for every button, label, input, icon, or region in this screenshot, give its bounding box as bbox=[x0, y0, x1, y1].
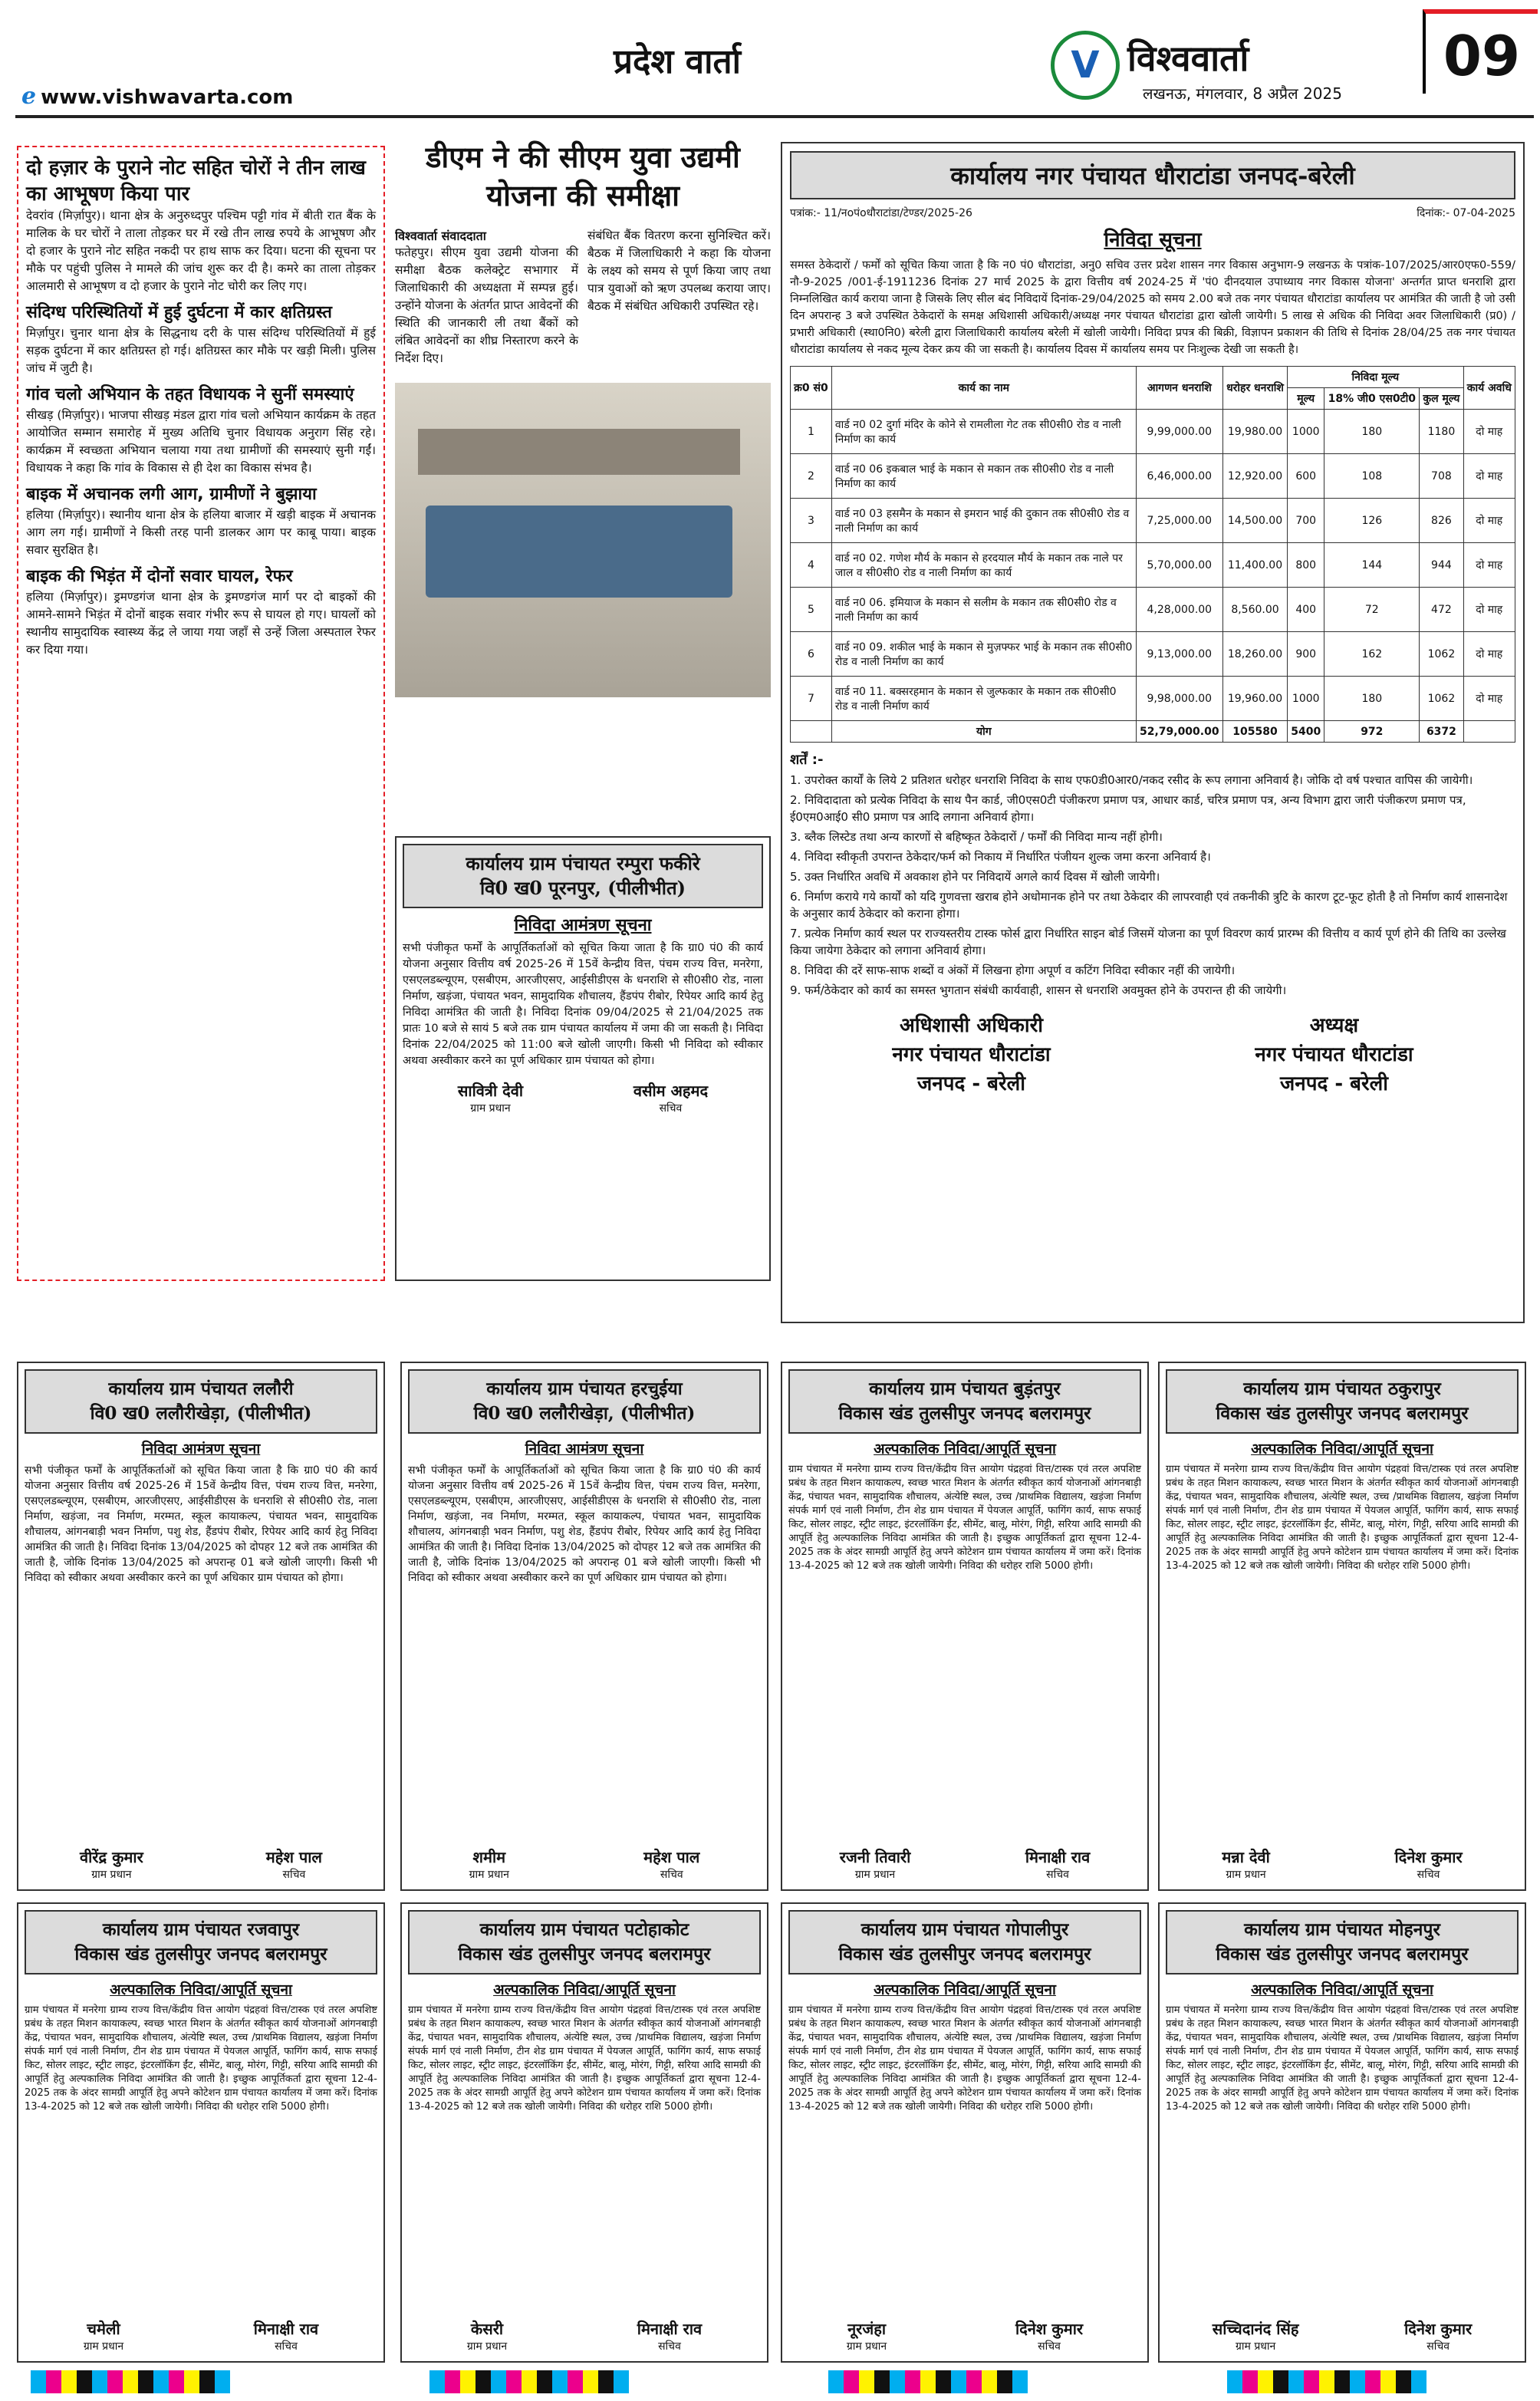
table-cell: 12,920.00 bbox=[1222, 454, 1287, 499]
notice-label: अल्पकालिक निविदा/आपूर्ति सूचना bbox=[874, 1441, 1056, 1457]
col-header: कार्य का नाम bbox=[831, 367, 1136, 410]
table-cell: 8,560.00 bbox=[1222, 588, 1287, 632]
table-cell: वार्ड न0 02. गणेश मौर्य के मकान से हरदयाल मौर्य के मकान तक नाले पर जाल व सी0सी0 रोड व नाली निर्माण का कार्य bbox=[831, 543, 1136, 588]
table-cell: 5400 bbox=[1288, 721, 1324, 743]
col-header: क्र0 सं0 bbox=[791, 367, 832, 410]
table-cell: 972 bbox=[1324, 721, 1420, 743]
notice-title: कार्यालय ग्राम पंचायत हरचुईया bbox=[486, 1378, 683, 1399]
table-cell: 126 bbox=[1324, 499, 1420, 543]
notice-label: निविदा आमंत्रण सूचना bbox=[141, 1441, 261, 1457]
table-cell: 19,980.00 bbox=[1222, 410, 1287, 454]
notice-text: ग्राम पंचायत में मनरेगा ग्राम्य राज्य वित्त/केंद्रीय वित्त आयोग पंद्रहवां वित्त/टास्क एवं तरल अपशिष्ट प्रबंध के तहत मिशन कायाकल्प, स्वच्छ भारत मिशन के अंतर्गत स्वीकृत कार्य योजनाओं आंगनबाड़ी केंद्र, पंचायत भवन, सामुदायिक शौचालय, अंत्येष्टि स्थल, उच्च /प्राथमिक विद्यालय, खड़ंजा निर्माण संपर्क मार्ग एवं नाली निर्माण, टीन शेड ग्राम पंचायत में पेयजल आपूर्ति, फागिंग कार्य, साफ सफाई किट, सोलर लाइट, स्ट्रीट लाइट, इंटरलॉकिंग ईंट, सीमेंट, बालू, मोरंग, गिट्टी, सरिया आदि सामग्री की आपूर्ति हेतु अल्पकालिक निविदा आमंत्रित की जाती है। इच्छुक आपूर्तिकर्ता द्वारा सूचना 12-4-2025 तक के अंदर सामग्री आपूर्ति हेतु अपने कोटेशन ग्राम पंचायत कार्यालय में जमा करें। दिनांक 13-4-2025 को 12 बजे तक खोली जायेगी। निविदा की धरोहर राशि 5000 होगी। bbox=[788, 2004, 1141, 2113]
term-item: 8. निविदा की दरें साफ-साफ शब्दों व अंकों में लिखना होगा अपूर्ण व कटिंग निविदा स्वीकार नहीं की जायेगी। bbox=[790, 963, 1236, 977]
table-cell: 1062 bbox=[1420, 677, 1463, 721]
table-cell: 5 bbox=[791, 588, 832, 632]
term-item: 2. निविदादाता को प्रत्येक निविदा के साथ पैन कार्ड, जी0एस0टी पंजीकरण प्रमाण पत्र, आधार कार्ड, चरित्र प्रमाण पत्र, अन्य विभाग द्वारा जारी पंजीकरण प्रमाण पत्र, ई0एम0आई0 सी0 प्रमाण पत्र आदि लगाना अनिवार्य होगा। bbox=[790, 793, 1466, 824]
table-cell: 11,400.00 bbox=[1222, 543, 1287, 588]
article-text: संबंधित बैंक वितरण करना सुनिश्चित करें। बैठक में जिलाधिकारी ने कहा कि योजना के लक्ष्य को समय से पूर्ण किया जाए तथा पात्र युवाओं को ऋण उपलब्ध कराया जाए। बैठक में संबंधित अधिकारी उपस्थित रहे। bbox=[587, 229, 771, 313]
notice-subtitle: विकास खंड तुलसीपुर जनपद बलरामपुर bbox=[458, 1944, 711, 1965]
table-cell: 162 bbox=[1324, 632, 1420, 677]
col-header: आगणन धनराशि bbox=[1136, 367, 1222, 410]
col-header: निविदा मूल्य bbox=[1288, 367, 1463, 388]
dateline: लखनऊ, मंगलवार, 8 अप्रैल 2025 bbox=[1143, 84, 1342, 103]
table-cell: 6,46,000.00 bbox=[1136, 454, 1222, 499]
signatory: वसीम अहमद bbox=[633, 1082, 709, 1100]
term-item: 4. निविदा स्वीकृती उपरान्त ठेकेदार/फर्म को निकाय में निर्धारित पंजीयन शुल्क जमा करना अनिवार्य है। bbox=[790, 850, 1211, 864]
notice-subtitle: विकास खंड तुलसीपुर जनपद बलरामपुर bbox=[74, 1944, 327, 1965]
table-cell: 180 bbox=[1324, 677, 1420, 721]
table-cell: वार्ड न0 06. इमियाज के मकान से सलीम के मकान तक सी0सी0 रोड व नाली निर्माण का कार्य bbox=[831, 588, 1136, 632]
headline: बाइक की भिड़ंत में दोनों सवार घायल, रेफर bbox=[26, 567, 293, 586]
notice-text: सभी पंजीकृत फर्मों के आपूर्तिकर्ताओं को सूचित किया जाता है कि ग्रा0 पं0 की कार्य योजना अनुसार वित्तीय वर्ष 2025-26 में 15वें केन्द्रीय वित्त, पंचम राज्य वित्त, मनरेगा, एसएलडब्ल्यूएम, एसबीएम, आरजीएसए, आईसीडीएस के धनराशि से सी0सी0 रोड, नाला निर्माण, खड़ंजा, नव निर्माण, मरम्मत, स्कूल कायाकल्प, पंचायत भवन, सामुदायिक शौचालय, आंगनबाड़ी भवन निर्माण, पशु शेड, हैंडपंप रीबोर, रिपेयर आदि कार्य हेतु निविदा आमंत्रित की जाती है। निविदा दिनांक 13/04/2025 को दोपहर 12 बजे तक आमंत्रित की जाती है, जोकि दिनांक 13/04/2025 को अपरान्ह 01 बजे खोली जाएगी। किसी भी निविदा को स्वीकार अथवा अस्वीकार करने का पूर्ण अधिकार ग्राम पंचायत को होगा। bbox=[408, 1464, 761, 1584]
tender-notice: कार्यालय ग्राम पंचायत गोपालीपुर विकास खंड तुलसीपुर जनपद बलरामपुर अल्पकालिक निविदा/आपूर्ति सूचना ग्राम पंचायत में मनरेगा ग्राम्य राज्य वित्त/केंद्रीय वित्त आयोग पंद्रहवां वित्त/टास्क एवं तरल अपशिष्ट प्रबंध के तहत मिशन कायाकल्प, स्वच्छ भारत मिशन के अंतर्गत स्वीकृत कार्य योजनाओं आंगनबाड़ी केंद्र, पंचायत भवन, सामुदायिक शौचालय, अंत्येष्टि स्थल, उच्च /प्राथमिक विद्यालय, खड़ंजा निर्माण संपर्क मार्ग एवं नाली निर्माण, टीन शेड ग्राम पंचायत में पेयजल आपूर्ति, फागिंग कार्य, साफ सफाई किट, सोलर लाइट, स्ट्रीट लाइट, इंटरलॉकिंग ईंट, सीमेंट, बालू, मोरंग, गिट्टी, सरिया आदि सामग्री की आपूर्ति हेतु अल्पकालिक निविदा आमंत्रित की जाती है। इच्छुक आपूर्तिकर्ता द्वारा सूचना 12-4-2025 तक के अंदर सामग्री आपूर्ति हेतु अपने कोटेशन ग्राम पंचायत कार्यालय में जमा करें। दिनांक 13-4-2025 को 12 बजे तक खोली जायेगी। निविदा की धरोहर राशि 5000 होगी। नूरजंहा ग्राम प्रधान दिनेश कुमार सचिव bbox=[781, 1902, 1149, 2363]
tender-notice: कार्यालय ग्राम पंचायत हरचुईया वि0 ख0 ललौरीखेड़ा, (पीलीभीत) निविदा आमंत्रण सूचना सभी पंजीकृत फर्मों के आपूर्तिकर्ताओं को सूचित किया जाता है कि ग्रा0 पं0 की कार्य योजना अनुसार वित्तीय वर्ष 2025-26 में 15वें केन्द्रीय वित्त, पंचम राज्य वित्त, मनरेगा, एसएलडब्ल्यूएम, एसबीएम, आरजीएसए, आईसीडीएस के धनराशि से सी0सी0 रोड, नाला निर्माण, खड़ंजा, नव निर्माण, मरम्मत, स्कूल कायाकल्प, पंचायत भवन, सामुदायिक शौचालय, आंगनबाड़ी भवन निर्माण, पशु शेड, हैंडपंप रीबोर, रिपेयर आदि कार्य हेतु निविदा आमंत्रित की जाती है। निविदा दिनांक 13/04/2025 को दोपहर 12 बजे तक आमंत्रित की जाती है, जोकि दिनांक 13/04/2025 को अपरान्ह 01 बजे खोली जाएगी। किसी भी निविदा को स्वीकार अथवा अस्वीकार करने का पूर्ण अधिकार ग्राम पंचायत को होगा। शमीम ग्राम प्रधान महेश पाल सचिव bbox=[400, 1362, 768, 1891]
table-cell: 1062 bbox=[1420, 632, 1463, 677]
signatory: महेश पाल bbox=[265, 1848, 322, 1866]
notice-subtitle: वि0 ख0 ललौरीखेड़ा, (पीलीभीत) bbox=[473, 1403, 696, 1424]
signatory: मिनाक्षी राव bbox=[253, 2320, 319, 2338]
notice-label: अल्पकालिक निविदा/आपूर्ति सूचना bbox=[1251, 1441, 1433, 1457]
table-cell: 1000 bbox=[1288, 677, 1324, 721]
signatory: मिनाक्षी राव bbox=[637, 2320, 703, 2338]
notice-subtitle: विकास खंड तुलसीपुर जनपद बलरामपुर bbox=[838, 1944, 1091, 1965]
signatory: शमीम bbox=[472, 1848, 506, 1866]
table-cell: 3 bbox=[791, 499, 832, 543]
table-cell: दो माह bbox=[1463, 499, 1515, 543]
signatory: मन्ना देवी bbox=[1222, 1848, 1270, 1866]
table-cell: 18,260.00 bbox=[1222, 632, 1287, 677]
table-row bbox=[791, 410, 1515, 454]
headline: दो हज़ार के पुराने नोट सहित चोरों ने तीन लाख का आभूषण किया पार bbox=[26, 156, 366, 206]
article-text: हलिया (मिर्ज़ापुर)। ड्रमण्डगंज थाना क्षेत्र के ड्रमण्डगंज मार्ग पर दो बाइकों की आमने-सामने भिड़ंत में दोनों बाइक सवार गंभीर रूप से घायल हो गए। घायलों को स्थानीय सामुदायिक स्वास्थ्य केंद्र ले जाया गया जहाँ से उन्हें जिला अस्पताल रेफर कर दिया गया। bbox=[26, 590, 376, 657]
brand-name: विश्ववार्ता bbox=[1127, 38, 1249, 79]
table-cell: 7,25,000.00 bbox=[1136, 499, 1222, 543]
term-item: 9. फर्म/ठेकेदार को कार्य का समस्त भुगतान संबंधी कार्यवाही, शासन से धनराशि अवमुक्त होने के उपरान्त ही की जायेगी। bbox=[790, 983, 1287, 997]
signatory: वीरेंद्र कुमार bbox=[80, 1848, 143, 1866]
notice-text: ग्राम पंचायत में मनरेगा ग्राम्य राज्य वित्त/केंद्रीय वित्त आयोग पंद्रहवां वित्त/टास्क एवं तरल अपशिष्ट प्रबंध के तहत मिशन कायाकल्प, स्वच्छ भारत मिशन के अंतर्गत स्वीकृत कार्य योजनाओं आंगनबाड़ी केंद्र, पंचायत भवन, सामुदायिक शौचालय, अंत्येष्टि स्थल, उच्च /प्राथमिक विद्यालय, खड़ंजा निर्माण संपर्क मार्ग एवं नाली निर्माण, टीन शेड ग्राम पंचायत में पेयजल आपूर्ति, फागिंग कार्य, साफ सफाई किट, सोलर लाइट, स्ट्रीट लाइट, इंटरलॉकिंग ईंट, सीमेंट, बालू, मोरंग, गिट्टी, सरिया आदि सामग्री की आपूर्ति हेतु अल्पकालिक निविदा आमंत्रित की जाती है। इच्छुक आपूर्तिकर्ता द्वारा सूचना 12-4-2025 तक के अंदर सामग्री आपूर्ति हेतु अपने कोटेशन ग्राम पंचायत कार्यालय में जमा करें। दिनांक 13-4-2025 को 12 बजे तक खोली जायेगी। निविदा की धरोहर राशि 5000 होगी। bbox=[1166, 1464, 1519, 1572]
table-row bbox=[791, 588, 1515, 632]
tender-notice: कार्यालय ग्राम पंचायत रजवापुर विकास खंड तुलसीपुर जनपद बलरामपुर अल्पकालिक निविदा/आपूर्ति सूचना ग्राम पंचायत में मनरेगा ग्राम्य राज्य वित्त/केंद्रीय वित्त आयोग पंद्रहवां वित्त/टास्क एवं तरल अपशिष्ट प्रबंध के तहत मिशन कायाकल्प, स्वच्छ भारत मिशन के अंतर्गत स्वीकृत कार्य योजनाओं आंगनबाड़ी केंद्र, पंचायत भवन, सामुदायिक शौचालय, अंत्येष्टि स्थल, उच्च /प्राथमिक विद्यालय, खड़ंजा निर्माण संपर्क मार्ग एवं नाली निर्माण, टीन शेड ग्राम पंचायत में पेयजल आपूर्ति, फागिंग कार्य, साफ सफाई किट, सोलर लाइट, स्ट्रीट लाइट, इंटरलॉकिंग ईंट, सीमेंट, बालू, मोरंग, गिट्टी, सरिया आदि सामग्री की आपूर्ति हेतु अल्पकालिक निविदा आमंत्रित की जाती है। इच्छुक आपूर्तिकर्ता द्वारा सूचना 12-4-2025 तक के अंदर सामग्री आपूर्ति हेतु अपने कोटेशन ग्राम पंचायत कार्यालय में जमा करें। दिनांक 13-4-2025 को 12 बजे तक खोली जायेगी। निविदा की धरोहर राशि 5000 होगी। चमेली ग्राम प्रधान मिनाक्षी राव सचिव bbox=[17, 1902, 385, 2363]
notice-label: निविदा आमंत्रण सूचना bbox=[525, 1441, 644, 1457]
table-cell: वार्ड न0 11. बक्सरहमान के मकान से जुल्फकार के मकान तक सी0सी0 रोड व नाली निर्माण कार्य bbox=[831, 677, 1136, 721]
table-cell: 105580 bbox=[1222, 721, 1287, 743]
tender-notice: कार्यालय ग्राम पंचायत पटोहाकोट विकास खंड तुलसीपुर जनपद बलरामपुर अल्पकालिक निविदा/आपूर्ति सूचना ग्राम पंचायत में मनरेगा ग्राम्य राज्य वित्त/केंद्रीय वित्त आयोग पंद्रहवां वित्त/टास्क एवं तरल अपशिष्ट प्रबंध के तहत मिशन कायाकल्प, स्वच्छ भारत मिशन के अंतर्गत स्वीकृत कार्य योजनाओं आंगनबाड़ी केंद्र, पंचायत भवन, सामुदायिक शौचालय, अंत्येष्टि स्थल, उच्च /प्राथमिक विद्यालय, खड़ंजा निर्माण संपर्क मार्ग एवं नाली निर्माण, टीन शेड ग्राम पंचायत में पेयजल आपूर्ति, फागिंग कार्य, साफ सफाई किट, सोलर लाइट, स्ट्रीट लाइट, इंटरलॉकिंग ईंट, सीमेंट, बालू, मोरंग, गिट्टी, सरिया आदि सामग्री की आपूर्ति हेतु अल्पकालिक निविदा आमंत्रित की जाती है। इच्छुक आपूर्तिकर्ता द्वारा सूचना 12-4-2025 तक के अंदर सामग्री आपूर्ति हेतु अपने कोटेशन ग्राम पंचायत कार्यालय में जमा करें। दिनांक 13-4-2025 को 12 बजे तक खोली जायेगी। निविदा की धरोहर राशि 5000 होगी। केसरी ग्राम प्रधान मिनाक्षी राव सचिव bbox=[400, 1902, 768, 2363]
table-cell: 5,70,000.00 bbox=[1136, 543, 1222, 588]
article-text: मिर्ज़ापुर। चुनार थाना क्षेत्र के सिद्धनाथ दरी के पास संदिग्ध परिस्थितियों में हुई सड़क दुर्घटना में कार क्षतिग्रस्त हो गई। क्षतिग्रस्त कार मौके पर खड़ी मिली। पुलिस जांच में जुटी है। bbox=[26, 326, 376, 375]
article-text: फतेहपुर। सीएम युवा उद्यमी योजना की समीक्षा बैठक कलेक्ट्रेट सभागार में जिलाधिकारी की अध्यक्षता में सम्पन्न हुई। उन्होंने योजना के अंतर्गत प्राप्त आवेदनों की स्थिति की जानकारी ली तथा बैंकों को लंबित आवेदनों का शीघ्र निस्तारण करने के निर्देश दिए। bbox=[395, 245, 578, 365]
dm-story bbox=[395, 138, 771, 828]
site-url[interactable]: ℯ www.vishwavarta.com bbox=[21, 83, 294, 110]
tender-notice: कार्यालय ग्राम पंचायत ठकुरापुर विकास खंड तुलसीपुर जनपद बलरामपुर अल्पकालिक निविदा/आपूर्ति सूचना ग्राम पंचायत में मनरेगा ग्राम्य राज्य वित्त/केंद्रीय वित्त आयोग पंद्रहवां वित्त/टास्क एवं तरल अपशिष्ट प्रबंध के तहत मिशन कायाकल्प, स्वच्छ भारत मिशन के अंतर्गत स्वीकृत कार्य योजनाओं आंगनबाड़ी केंद्र, पंचायत भवन, सामुदायिक शौचालय, अंत्येष्टि स्थल, उच्च /प्राथमिक विद्यालय, खड़ंजा निर्माण संपर्क मार्ग एवं नाली निर्माण, टीन शेड ग्राम पंचायत में पेयजल आपूर्ति, फागिंग कार्य, साफ सफाई किट, सोलर लाइट, स्ट्रीट लाइट, इंटरलॉकिंग ईंट, सीमेंट, बालू, मोरंग, गिट्टी, सरिया आदि सामग्री की आपूर्ति हेतु अल्पकालिक निविदा आमंत्रित की जाती है। इच्छुक आपूर्तिकर्ता द्वारा सूचना 12-4-2025 तक के अंदर सामग्री आपूर्ति हेतु अपने कोटेशन ग्राम पंचायत कार्यालय में जमा करें। दिनांक 13-4-2025 को 12 बजे तक खोली जायेगी। निविदा की धरोहर राशि 5000 होगी। मन्ना देवी ग्राम प्रधान दिनेश कुमार सचिव bbox=[1158, 1362, 1526, 1891]
table-cell: 7 bbox=[791, 677, 832, 721]
col-header: धरोहर धनराशि bbox=[1222, 367, 1287, 410]
section-title: प्रदेश वार्ता bbox=[614, 42, 741, 81]
notice-subtitle: विकास खंड तुलसीपुर जनपद बलरामपुर bbox=[1216, 1403, 1469, 1424]
table-row bbox=[791, 677, 1515, 721]
tender-notice: कार्यालय ग्राम पंचायत ललौरी वि0 ख0 ललौरीखेड़ा, (पीलीभीत) निविदा आमंत्रण सूचना सभी पंजीकृत फर्मों के आपूर्तिकर्ताओं को सूचित किया जाता है कि ग्रा0 पं0 की कार्य योजना अनुसार वित्तीय वर्ष 2025-26 में 15वें केन्द्रीय वित्त, पंचम राज्य वित्त, मनरेगा, एसएलडब्ल्यूएम, एसबीएम, आरजीएसए, आईसीडीएस के धनराशि से सी0सी0 रोड, नाला निर्माण, खड़ंजा, नव निर्माण, मरम्मत, स्कूल कायाकल्प, पंचायत भवन, सामुदायिक शौचालय, आंगनबाड़ी भवन निर्माण, पशु शेड, हैंडपंप रीबोर, रिपेयर आदि कार्य हेतु निविदा आमंत्रित की जाती है। निविदा दिनांक 13/04/2025 को दोपहर 12 बजे तक आमंत्रित की जाती है, जोकि दिनांक 13/04/2025 को अपरान्ह 01 बजे खोली जाएगी। किसी भी निविदा को स्वीकार अथवा अस्वीकार करने का पूर्ण अधिकार ग्राम पंचायत को होगा। वीरेंद्र कुमार ग्राम प्रधान महेश पाल सचिव bbox=[17, 1362, 385, 1891]
table-cell: 52,79,000.00 bbox=[1136, 721, 1222, 743]
terms-title: शर्तें :- bbox=[790, 752, 824, 768]
col-header: कुल मूल्य bbox=[1420, 388, 1463, 410]
table-cell: 472 bbox=[1420, 588, 1463, 632]
notice-subtitle: वि0 ख0 ललौरीखेड़ा, (पीलीभीत) bbox=[90, 1403, 312, 1424]
brand-logo-icon: V bbox=[1051, 31, 1120, 100]
article-text: हलिया (मिर्ज़ापुर)। स्थानीय थाना क्षेत्र के हलिया बाजार में खड़ी बाइक में अचानक आग लग गई। ग्रामीणों ने किसी तरह पानी डालकर आग पर काबू पाया। बाइक सवार सुरक्षित है। bbox=[26, 508, 376, 557]
notice-label: अल्पकालिक निविदा/आपूर्ति सूचना bbox=[874, 1981, 1056, 1998]
table-cell: 144 bbox=[1324, 543, 1420, 588]
table-cell: 19,960.00 bbox=[1222, 677, 1287, 721]
notice-title: कार्यालय ग्राम पंचायत रम्पुरा फकीरे bbox=[466, 852, 700, 874]
term-item: 1. उपरोक्त कार्यों के लिये 2 प्रतिशत धरोहर धनराशि निविदा के साथ एफ0डी0आर0/नकद रसीद के रूप लगाना अनिवार्य है। जोकि दो वर्ष पश्चात वापिस की जायेगी। bbox=[790, 773, 1473, 787]
signatory: महेश पाल bbox=[643, 1848, 700, 1866]
browser-e-icon: ℯ bbox=[21, 83, 37, 110]
notice-text: ग्राम पंचायत में मनरेगा ग्राम्य राज्य वित्त/केंद्रीय वित्त आयोग पंद्रहवां वित्त/टास्क एवं तरल अपशिष्ट प्रबंध के तहत मिशन कायाकल्प, स्वच्छ भारत मिशन के अंतर्गत स्वीकृत कार्य योजनाओं आंगनबाड़ी केंद्र, पंचायत भवन, सामुदायिक शौचालय, अंत्येष्टि स्थल, उच्च /प्राथमिक विद्यालय, खड़ंजा निर्माण संपर्क मार्ग एवं नाली निर्माण, टीन शेड ग्राम पंचायत में पेयजल आपूर्ति, फागिंग कार्य, साफ सफाई किट, सोलर लाइट, स्ट्रीट लाइट, इंटरलॉकिंग ईंट, सीमेंट, बालू, मोरंग, गिट्टी, सरिया आदि सामग्री की आपूर्ति हेतु अल्पकालिक निविदा आमंत्रित की जाती है। इच्छुक आपूर्तिकर्ता द्वारा सूचना 12-4-2025 तक के अंदर सामग्री आपूर्ति हेतु अपने कोटेशन ग्राम पंचायत कार्यालय में जमा करें। दिनांक 13-4-2025 को 12 बजे तक खोली जायेगी। निविदा की धरोहर राशि 5000 होगी। bbox=[25, 2004, 377, 2113]
table-cell: दो माह bbox=[1463, 677, 1515, 721]
notice-label: निविदा आमंत्रण सूचना bbox=[514, 916, 652, 935]
notice-title: कार्यालय ग्राम पंचायत ठकुरापुर bbox=[1243, 1378, 1441, 1399]
table-cell: वार्ड न0 06 इकबाल भाई के मकान से मकान तक सी0सी0 रोड व नाली निर्माण का कार्य bbox=[831, 454, 1136, 499]
table-cell: वार्ड न0 09. शकील भाई के मकान से मुज़फ्फर भाई के मकान तक सी0सी0 रोड व नाली निर्माण का कार्य bbox=[831, 632, 1136, 677]
news-column bbox=[17, 146, 385, 1281]
table-cell: 6 bbox=[791, 632, 832, 677]
color-bar bbox=[828, 2370, 1028, 2393]
table-cell: दो माह bbox=[1463, 588, 1515, 632]
signatory: दिनेश कुमार bbox=[1404, 2320, 1473, 2338]
notice-label: अल्पकालिक निविदा/आपूर्ति सूचना bbox=[110, 1981, 292, 1998]
table-row bbox=[791, 632, 1515, 677]
table-cell: 2 bbox=[791, 454, 832, 499]
notice-date: दिनांक:- 07-04-2025 bbox=[1417, 207, 1515, 219]
signatory: दिनेश कुमार bbox=[1394, 1848, 1463, 1866]
table-cell: 400 bbox=[1288, 588, 1324, 632]
signatory: दिनेश कुमार bbox=[1015, 2320, 1084, 2338]
page-number: 09 bbox=[1423, 9, 1538, 94]
table-cell: योग bbox=[831, 721, 1136, 743]
notice-text: सभी पंजीकृत फर्मों के आपूर्तिकर्ताओं को सूचित किया जाता है कि ग्रा0 पं0 की कार्य योजना अनुसार वित्तीय वर्ष 2025-26 में 15वें केन्द्रीय वित्त, पंचम राज्य वित्त, मनरेगा, एसएलडब्ल्यूएम, एसबीएम, आरजीएसए, आईसीडीएस के धनराशि से सी0सी0 रोड, नाला निर्माण, खड़ंजा, नव निर्माण, मरम्मत, स्कूल कायाकल्प, पंचायत भवन, सामुदायिक शौचालय, आंगनबाड़ी भवन निर्माण, पशु शेड, हैंडपंप रीबोर, रिपेयर आदि कार्य हेतु निविदा आमंत्रित की जाती है। निविदा दिनांक 13/04/2025 को दोपहर 12 बजे तक आमंत्रित की जाती है, जोकि दिनांक 13/04/2025 को अपरान्ह 01 बजे खोली जाएगी। किसी भी निविदा को स्वीकार अथवा अस्वीकार करने का पूर्ण अधिकार ग्राम पंचायत को होगा। bbox=[25, 1464, 377, 1584]
table-cell: 700 bbox=[1288, 499, 1324, 543]
article-text: देवरांव (मिर्ज़ापुर)। थाना क्षेत्र के अनुरुध्दपुर पश्चिम पट्टी गांव में बीती रात बैंक के मालिक के घर चोरों ने ताला तोड़कर घर में रखे तीन लाख रुपये के आभूषण और दो हजार के पुराने नोट सहित नकदी पर हाथ साफ कर दिया। घटना की सूचना पर मौके पर पहुंची पुलिस ने मामले की जांच शुरू कर दी है। कमरे का ताला तोड़कर आलमारी से आभूषण व दो हजार के पुराने नोट चोरी कर लिए गए। bbox=[26, 209, 376, 293]
signatory: केसरी bbox=[470, 2320, 504, 2338]
table-row bbox=[791, 454, 1515, 499]
color-bar bbox=[1227, 2370, 1426, 2393]
tender-notice: कार्यालय ग्राम पंचायत मोहनपुर विकास खंड तुलसीपुर जनपद बलरामपुर अल्पकालिक निविदा/आपूर्ति सूचना ग्राम पंचायत में मनरेगा ग्राम्य राज्य वित्त/केंद्रीय वित्त आयोग पंद्रहवां वित्त/टास्क एवं तरल अपशिष्ट प्रबंध के तहत मिशन कायाकल्प, स्वच्छ भारत मिशन के अंतर्गत स्वीकृत कार्य योजनाओं आंगनबाड़ी केंद्र, पंचायत भवन, सामुदायिक शौचालय, अंत्येष्टि स्थल, उच्च /प्राथमिक विद्यालय, खड़ंजा निर्माण संपर्क मार्ग एवं नाली निर्माण, टीन शेड ग्राम पंचायत में पेयजल आपूर्ति, फागिंग कार्य, साफ सफाई किट, सोलर लाइट, स्ट्रीट लाइट, इंटरलॉकिंग ईंट, सीमेंट, बालू, मोरंग, गिट्टी, सरिया आदि सामग्री की आपूर्ति हेतु अल्पकालिक निविदा आमंत्रित की जाती है। इच्छुक आपूर्तिकर्ता द्वारा सूचना 12-4-2025 तक के अंदर सामग्री आपूर्ति हेतु अपने कोटेशन ग्राम पंचायत कार्यालय में जमा करें। दिनांक 13-4-2025 को 12 बजे तक खोली जायेगी। निविदा की धरोहर राशि 5000 होगी। सच्चिदानंद सिंह ग्राम प्रधान दिनेश कुमार सचिव bbox=[1158, 1902, 1526, 2363]
notice-label: अल्पकालिक निविदा/आपूर्ति सूचना bbox=[1251, 1981, 1433, 1998]
headline: डीएम ने की सीएम युवा उद्यमी योजना की समीक्षा bbox=[426, 140, 740, 212]
term-item: 6. निर्माण कराये गये कार्यों को यदि गुणवत्ता खराब होने अधोमानक होने पर तथा ठेकेदार की लापरवाही एवं तकनीकी त्रुटि के कारण टूट-फूट होती है तो निर्माण कार्य शासनादेश के अनुसार कार्य ठेकेदार को कराना होगा। bbox=[790, 890, 1508, 921]
table-cell: 6372 bbox=[1420, 721, 1463, 743]
headline: बाइक में अचानक लगी आग, ग्रामीणों ने बुझाया bbox=[26, 485, 317, 504]
col-header: मूल्य bbox=[1288, 388, 1324, 410]
signatory: सच्चिदानंद सिंह bbox=[1212, 2320, 1299, 2338]
table-cell: 944 bbox=[1420, 543, 1463, 588]
notice-text: सभी पंजीकृत फर्मों के आपूर्तिकर्ताओं को सूचित किया जाता है कि ग्रा0 पं0 की कार्य योजना अनुसार वित्तीय वर्ष 2025-26 में 15वें केन्द्रीय वित्त, पंचम राज्य वित्त, मनरेगा, एसएलडब्ल्यूएम, एसबीएम, आरजीएसए, आईसीडीएस के धनराशि से सी0सी0 रोड, नाला निर्माण, खड़ंजा, पंचायत भवन, सामुदायिक शौचालय, हैंडपंप रीबोर, रिपेयर आदि कार्य हेतु निविदा आमंत्रित की जाती है। निविदा दिनांक 09/04/2025 से 21/04/2025 तक प्रातः 10 बजे से सायं 5 बजे तक ग्राम पंचायत कार्यालय में जमा की जा सकती है। निविदा दिनांक 22/04/2025 को 11:00 बजे खोली जाएगी। किसी भी निविदा को स्वीकार अथवा अस्वीकार करने का पूर्ण अधिकार ग्राम पंचायत को होगा। bbox=[403, 942, 763, 1067]
table-cell: 1000 bbox=[1288, 410, 1324, 454]
notice-title: कार्यालय ग्राम पंचायत बुड़ंतपुर bbox=[869, 1378, 1061, 1399]
notice-title: कार्यालय ग्राम पंचायत गोपालीपुर bbox=[860, 1919, 1069, 1940]
table-cell: 600 bbox=[1288, 454, 1324, 499]
works-table bbox=[790, 366, 1515, 743]
color-bar bbox=[31, 2370, 230, 2393]
table-cell: 800 bbox=[1288, 543, 1324, 588]
table-cell: 900 bbox=[1288, 632, 1324, 677]
notice-subtitle: विकास खंड तुलसीपुर जनपद बलरामपुर bbox=[838, 1403, 1091, 1424]
table-cell: 9,13,000.00 bbox=[1136, 632, 1222, 677]
headline: गांव चलो अभियान के तहत विधायक ने सुनीं समस्याएं bbox=[26, 385, 354, 404]
col-header: 18% जी0 एस0टी0 bbox=[1324, 388, 1420, 410]
term-item: 3. ब्लैक लिस्टेड तथा अन्य कारणों से बहिष्कृत ठेकेदारों / फर्मों की निविदा मान्य नहीं होगी। bbox=[790, 830, 1163, 844]
table-cell: 4,28,000.00 bbox=[1136, 588, 1222, 632]
table-cell: 4 bbox=[791, 543, 832, 588]
notice-subtitle: वि0 ख0 पूरनपुर, (पीलीभीत) bbox=[479, 877, 686, 899]
table-cell: 14,500.00 bbox=[1222, 499, 1287, 543]
notice-title: कार्यालय ग्राम पंचायत पटोहाकोट bbox=[479, 1919, 689, 1940]
tender-dhoratanda: कार्यालय नगर पंचायत धौराटांडा जनपद-बरेली पत्रांक:- 11/नoपंoधौराटांडा/टेण्डर/2025-26 दिनांक:- 07-04-2025 निविदा सूचना समस्त ठेकेदारों / फर्मों को सूचित किया जाता है कि न0 पं0 धौराटांडा, अनु0 सचिव उत्तर प्रदेश शासन नगर विकास अनुभाग-9 लखनऊ के पत्रांक-107/2025/आर0एफ0-559/नौ-9-2025 /001-ई-1911236 दिनांक 27 मार्च 2025 के द्वारा वित्तीय वर्ष 2024-25 में 'पं0 दीनदयाल उपाध्याय नगर विकास योजना' अन्तर्गत प्राप्त धनराशि द्वारा निम्नलिखित कार्य कराया जाना है जिसके लिए सील बंद निविदायें दिनांक-29/04/2025 को समय 2.00 बजे तक नगर पंचायत धौराटांडा कार्यालय पर आमंत्रित की जाती है जो उसी दिन अपरान्ह 3 बजे उपस्थित ठेकेदारों के समक्ष अधिशासी अधिकारी/अध्यक्ष नगर पंचायत धौराटांडा द्वारा खोली जायेगी। 5 लाख से अधिक की निविदा अवर जिलाधिकारी (प्र0) / प्रभारी अधिकारी (स्था0नि0) बरेली द्वारा जिलाधिकारी कार्यालय बरेली में खोली जायेगी। निविदा प्रपत्र की बिक्री, विज्ञापन प्रकाशन की तिथि से दिनांक 28/04/25 तक नगर पंचायत धौराटांडा कार्यालय से नकद मूल्य देकर क्रय की जा सकती है। कार्यालय दिवस में कार्यालय समय पर निःशुल्क देखी जा सकती है। क्र0 सं0 कार्य का नाम आगणन धनराशि धरोहर धनराशि निविदा मूल्य कार्य अवधि मूल्य 18% जी0 एस0टी0 कुल मूल्य 1 वार्ड न0 02 दुर्गा मंदिर के कोने से रामलीला गेट तक सी0सी0 रोड व नाली निर्माण का कार्य 9,99,000.00 19,980.00 1000 180 1180 दो माह 2 वार्ड न0 06 इकबाल भाई के मकान से मकान तक सी0सी0 रोड व नाली निर्माण का कार्य 6,46,000.00 12,920.00 600 108 708 दो माह 3 वार्ड न0 03 हसमैन के मकान से इमरान भाई की दुकान तक सी0सी0 रोड व नाली निर्माण का कार्य 7,25,000.00 14,500.00 700 126 826 दो माह 4 वार्ड न0 02. गणेश मौर्य के मकान से हरदयाल मौर्य के मकान तक नाले पर जाल व सी0सी0 रोड व नाली निर्माण का कार्य 5,70,000.00 11,400.00 800 144 944 दो माह 5 वार्ड न0 06. इमियाज के मकान से सलीम के मकान तक सी0सी0 रोड व नाली निर्माण का कार्य 4,28,000.00 8,560.00 400 72 472 दो माह 6 वार्ड न0 09. शकील भाई के मकान से मुज़फ्फर भाई के मकान तक सी0सी0 रोड व नाली निर्माण का कार्य 9,13,000.00 18,260.00 900 162 1062 दो माह 7 वार्ड न0 11. बक्सरहमान के मकान से जुल्फकार के मकान तक सी0सी0 रोड व नाली निर्माण कार्य 9,98,000.00 19,960.00 1000 180 1062 दो माह योग 52,79,000.00 105580 5400 972 6372 शर्तें :- 1. उपरोक्त कार्यों के लिये 2 प्रतिशत धरोहर धनराशि निविदा के साथ एफ0डी0आर0/नकद रसीद के रूप लगाना अनिवार्य है। जोकि दो वर्ष पश्चात वापिस की जायेगी। 2. निविदादाता को प्रत्येक निविदा के साथ पैन कार्ड, जी0एस0टी पंजीकरण प्रमाण पत्र, आधार कार्ड, चरित्र प्रमाण पत्र, अन्य विभाग द्वारा जारी पंजीकरण प्रमाण पत्र, ई0एम0आई0 सी0 प्रमाण पत्र आदि लगाना अनिवार्य होगा। 3. ब्लैक लिस्टेड तथा अन्य कारणों से बहिष्कृत ठेकेदारों / फर्मों की निविदा मान्य नहीं होगी। 4. निविदा स्वीकृती उपरान्त ठेकेदार/फर्म को निकाय में निर्धारित पंजीयन शुल्क जमा करना अनिवार्य है। 5. उक्त निर्धारित अवधि में अवकाश होने पर निविदायें अगले कार्य दिवस में खोली जायेगी। 6. निर्माण कराये गये कार्यों को यदि गुणवत्ता खराब होने अधोमानक होने पर तथा ठेकेदार की लापरवाही एवं तकनीकी त्रुटि के कारण टूट-फूट होती है तो निर्माण कार्य शासनादेश के अनुसार कार्य ठेकेदार को कराना होगा। 7. प्रत्येक निर्माण कार्य स्थल पर राज्यस्तरीय टास्क फोर्स द्वारा निर्धारित साइन बोर्ड जिसमें योजना का पूर्ण विवरण कार्य प्रारम्भ की वित्तीय व कार्य पूर्ण होने की तिथि का उल्लेख किया जायेगा ठेकेदार को लगाना अनिवार्य होगा। 8. निविदा की दरें साफ-साफ शब्दों व अंकों में लिखना होगा अपूर्ण व कटिंग निविदा स्वीकार नहीं की जायेगी। 9. फर्म/ठेकेदार को कार्य का समस्त भुगतान संबंधी कार्यवाही, शासन से धनराशि अवमुक्त होने के उपरान्त ही की जायेगी। अधिशासी अधिकारी नगर पंचायत धौराटांडा जनपद - बरेली अध्यक्ष नगर पंचायत धौराटांडा जनपद - बरेली bbox=[781, 142, 1525, 1323]
table-cell: 826 bbox=[1420, 499, 1463, 543]
table-cell: 9,98,000.00 bbox=[1136, 677, 1222, 721]
table-cell: 9,99,000.00 bbox=[1136, 410, 1222, 454]
tender-rampura: कार्यालय ग्राम पंचायत रम्पुरा फकीरे वि0 ख0 पूरनपुर, (पीलीभीत) निविदा आमंत्रण सूचना सभी पंजीकृत फर्मों के आपूर्तिकर्ताओं को सूचित किया जाता है कि ग्रा0 पं0 की कार्य योजना अनुसार वित्तीय वर्ष 2025-26 में 15वें केन्द्रीय वित्त, पंचम राज्य वित्त, मनरेगा, एसएलडब्ल्यूएम, एसबीएम, आरजीएसए, आईसीडीएस के धनराशि से सी0सी0 रोड, नाला निर्माण, खड़ंजा, पंचायत भवन, सामुदायिक शौचालय, हैंडपंप रीबोर, रिपेयर आदि कार्य हेतु निविदा आमंत्रित की जाती है। निविदा दिनांक 09/04/2025 से 21/04/2025 तक प्रातः 10 बजे से सायं 5 बजे तक ग्राम पंचायत कार्यालय में जमा की जा सकती है। निविदा दिनांक 22/04/2025 को 11:00 बजे खोली जाएगी। किसी भी निविदा को स्वीकार अथवा अस्वीकार करने का पूर्ण अधिकार ग्राम पंचायत को होगा। सावित्री देवी ग्राम प्रधान वसीम अहमद सचिव bbox=[395, 836, 771, 1281]
table-cell: 708 bbox=[1420, 454, 1463, 499]
table-cell: 108 bbox=[1324, 454, 1420, 499]
notice-title: कार्यालय ग्राम पंचायत रजवापुर bbox=[102, 1919, 300, 1940]
reference-number: पत्रांक:- 11/नoपंoधौराटांडा/टेण्डर/2025-26 bbox=[790, 207, 972, 219]
table-cell: दो माह bbox=[1463, 543, 1515, 588]
table-cell: 1 bbox=[791, 410, 832, 454]
signatory: अध्यक्ष bbox=[1309, 1014, 1359, 1037]
table-cell: दो माह bbox=[1463, 632, 1515, 677]
table-cell: वार्ड न0 02 दुर्गा मंदिर के कोने से रामलीला गेट तक सी0सी0 रोड व नाली निर्माण का कार्य bbox=[831, 410, 1136, 454]
total-row bbox=[791, 721, 1515, 743]
table-cell: दो माह bbox=[1463, 410, 1515, 454]
byline: विश्ववार्ता संवाददाता bbox=[395, 229, 486, 243]
signatory: मिनाक्षी राव bbox=[1025, 1848, 1091, 1866]
table-cell: वार्ड न0 03 हसमैन के मकान से इमरान भाई की दुकान तक सी0सी0 रोड व नाली निर्माण का कार्य bbox=[831, 499, 1136, 543]
notice-title: कार्यालय ग्राम पंचायत ललौरी bbox=[108, 1378, 294, 1399]
table-cell: 1180 bbox=[1420, 410, 1463, 454]
notice-subtitle: विकास खंड तुलसीपुर जनपद बलरामपुर bbox=[1216, 1944, 1469, 1965]
table-cell: 180 bbox=[1324, 410, 1420, 454]
table-cell bbox=[1463, 721, 1515, 743]
header-rule bbox=[15, 115, 1534, 118]
notice-text: ग्राम पंचायत में मनरेगा ग्राम्य राज्य वित्त/केंद्रीय वित्त आयोग पंद्रहवां वित्त/टास्क एवं तरल अपशिष्ट प्रबंध के तहत मिशन कायाकल्प, स्वच्छ भारत मिशन के अंतर्गत स्वीकृत कार्य योजनाओं आंगनबाड़ी केंद्र, पंचायत भवन, सामुदायिक शौचालय, अंत्येष्टि स्थल, उच्च /प्राथमिक विद्यालय, खड़ंजा निर्माण संपर्क मार्ग एवं नाली निर्माण, टीन शेड ग्राम पंचायत में पेयजल आपूर्ति, फागिंग कार्य, साफ सफाई किट, सोलर लाइट, स्ट्रीट लाइट, इंटरलॉकिंग ईंट, सीमेंट, बालू, मोरंग, गिट्टी, सरिया आदि सामग्री की आपूर्ति हेतु अल्पकालिक निविदा आमंत्रित की जाती है। इच्छुक आपूर्तिकर्ता द्वारा सूचना 12-4-2025 तक के अंदर सामग्री आपूर्ति हेतु अपने कोटेशन ग्राम पंचायत कार्यालय में जमा करें। दिनांक 13-4-2025 को 12 बजे तक खोली जायेगी। निविदा की धरोहर राशि 5000 होगी। bbox=[408, 2004, 761, 2113]
table-cell: दो माह bbox=[1463, 454, 1515, 499]
notice-text: ग्राम पंचायत में मनरेगा ग्राम्य राज्य वित्त/केंद्रीय वित्त आयोग पंद्रहवां वित्त/टास्क एवं तरल अपशिष्ट प्रबंध के तहत मिशन कायाकल्प, स्वच्छ भारत मिशन के अंतर्गत स्वीकृत कार्य योजनाओं आंगनबाड़ी केंद्र, पंचायत भवन, सामुदायिक शौचालय, अंत्येष्टि स्थल, उच्च /प्राथमिक विद्यालय, खड़ंजा निर्माण संपर्क मार्ग एवं नाली निर्माण, टीन शेड ग्राम पंचायत में पेयजल आपूर्ति, फागिंग कार्य, साफ सफाई किट, सोलर लाइट, स्ट्रीट लाइट, इंटरलॉकिंग ईंट, सीमेंट, बालू, मोरंग, गिट्टी, सरिया आदि सामग्री की आपूर्ति हेतु अल्पकालिक निविदा आमंत्रित की जाती है। इच्छुक आपूर्तिकर्ता द्वारा सूचना 12-4-2025 तक के अंदर सामग्री आपूर्ति हेतु अपने कोटेशन ग्राम पंचायत कार्यालय में जमा करें। दिनांक 13-4-2025 को 12 बजे तक खोली जायेगी। निविदा की धरोहर राशि 5000 होगी। bbox=[1166, 2004, 1519, 2113]
term-item: 7. प्रत्येक निर्माण कार्य स्थल पर राज्यस्तरीय टास्क फोर्स द्वारा निर्धारित साइन बोर्ड जिसमें योजना का पूर्ण विवरण कार्य प्रारम्भ की वित्तीय व कार्य पूर्ण होने की तिथि का उल्लेख किया जायेगा ठेकेदार को लगाना अनिवार्य होगा। bbox=[790, 927, 1506, 957]
color-bar bbox=[429, 2370, 629, 2393]
signatory: सावित्री देवी bbox=[457, 1082, 524, 1100]
notice-title: कार्यालय नगर पंचायत धौराटांडा जनपद-बरेली bbox=[790, 151, 1515, 199]
term-item: 5. उक्त निर्धारित अवधि में अवकाश होने पर निविदायें अगले कार्य दिवस में खोली जायेगी। bbox=[790, 870, 1160, 884]
tender-notice: कार्यालय ग्राम पंचायत बुड़ंतपुर विकास खंड तुलसीपुर जनपद बलरामपुर अल्पकालिक निविदा/आपूर्ति सूचना ग्राम पंचायत में मनरेगा ग्राम्य राज्य वित्त/केंद्रीय वित्त आयोग पंद्रहवां वित्त/टास्क एवं तरल अपशिष्ट प्रबंध के तहत मिशन कायाकल्प, स्वच्छ भारत मिशन के अंतर्गत स्वीकृत कार्य योजनाओं आंगनबाड़ी केंद्र, पंचायत भवन, सामुदायिक शौचालय, अंत्येष्टि स्थल, उच्च /प्राथमिक विद्यालय, खड़ंजा निर्माण संपर्क मार्ग एवं नाली निर्माण, टीन शेड ग्राम पंचायत में पेयजल आपूर्ति, फागिंग कार्य, साफ सफाई किट, सोलर लाइट, स्ट्रीट लाइट, इंटरलॉकिंग ईंट, सीमेंट, बालू, मोरंग, गिट्टी, सरिया आदि सामग्री की आपूर्ति हेतु अल्पकालिक निविदा आमंत्रित की जाती है। इच्छुक आपूर्तिकर्ता द्वारा सूचना 12-4-2025 तक के अंदर सामग्री आपूर्ति हेतु अपने कोटेशन ग्राम पंचायत कार्यालय में जमा करें। दिनांक 13-4-2025 को 12 बजे तक खोली जायेगी। निविदा की धरोहर राशि 5000 होगी। रजनी तिवारी ग्राम प्रधान मिनाक्षी राव सचिव bbox=[781, 1362, 1149, 1891]
table-cell bbox=[791, 721, 832, 743]
table-row bbox=[791, 499, 1515, 543]
notice-text: समस्त ठेकेदारों / फर्मों को सूचित किया जाता है कि न0 पं0 धौराटांडा, अनु0 सचिव उत्तर प्रदेश शासन नगर विकास अनुभाग-9 लखनऊ के पत्रांक-107/2025/आर0एफ0-559/नौ-9-2025 /001-ई-1911236 दिनांक 27 मार्च 2025 के द्वारा वित्तीय वर्ष 2024-25 में 'पं0 दीनदयाल उपाध्याय नगर विकास योजना' अन्तर्गत प्राप्त धनराशि द्वारा निम्नलिखित कार्य कराया जाना है जिसके लिए सील बंद निविदायें दिनांक-29/04/2025 को समय 2.00 बजे तक नगर पंचायत धौराटांडा कार्यालय पर आमंत्रित की जाती है जो उसी दिन अपरान्ह 3 बजे उपस्थित ठेकेदारों के समक्ष अधिशासी अधिकारी/अध्यक्ष नगर पंचायत धौराटांडा द्वारा खोली जायेगी। 5 लाख से अधिक की निविदा अवर जिलाधिकारी (प्र0) / प्रभारी अधिकारी (स्था0नि0) बरेली द्वारा जिलाधिकारी कार्यालय बरेली में खोली जायेगी। निविदा प्रपत्र की बिक्री, विज्ञापन प्रकाशन की तिथि से दिनांक 28/04/25 तक नगर पंचायत धौराटांडा कार्यालय से नकद मूल्य देकर क्रय की जा सकती है। कार्यालय दिवस में कार्यालय समय पर निःशुल्क देखी जा सकती है। bbox=[790, 259, 1515, 356]
article-text: सीखड़ (मिर्ज़ापुर)। भाजपा सीखड़ मंडल द्वारा गांव चलो अभियान कार्यक्रम के तहत आयोजित सम्मान समारोह में मुख्य अतिथि चुनार विधायक अनुराग सिंह रहे। कार्यक्रम में स्वच्छता अभियान चलाया गया तथा ग्रामीणों की समस्याएं सुनी गईं। विधायक ने कहा कि गांव के विकास से ही देश का विकास संभव है। bbox=[26, 408, 376, 475]
signatory: अधिशासी अधिकारी bbox=[899, 1014, 1043, 1037]
signatory: नूरजंहा bbox=[847, 2320, 886, 2338]
headline: संदिग्ध परिस्थितियों में हुई दुर्घटना में कार क्षतिग्रस्त bbox=[26, 303, 332, 322]
notice-label: अल्पकालिक निविदा/आपूर्ति सूचना bbox=[493, 1981, 676, 1998]
meeting-photo bbox=[395, 383, 771, 697]
table-cell: 72 bbox=[1324, 588, 1420, 632]
col-header: कार्य अवधि bbox=[1463, 367, 1515, 410]
table-row bbox=[791, 543, 1515, 588]
signatory: रजनी तिवारी bbox=[839, 1848, 911, 1866]
notice-label: निविदा सूचना bbox=[1104, 229, 1202, 252]
notice-text: ग्राम पंचायत में मनरेगा ग्राम्य राज्य वित्त/केंद्रीय वित्त आयोग पंद्रहवां वित्त/टास्क एवं तरल अपशिष्ट प्रबंध के तहत मिशन कायाकल्प, स्वच्छ भारत मिशन के अंतर्गत स्वीकृत कार्य योजनाओं आंगनबाड़ी केंद्र, पंचायत भवन, सामुदायिक शौचालय, अंत्येष्टि स्थल, उच्च /प्राथमिक विद्यालय, खड़ंजा निर्माण संपर्क मार्ग एवं नाली निर्माण, टीन शेड ग्राम पंचायत में पेयजल आपूर्ति, फागिंग कार्य, साफ सफाई किट, सोलर लाइट, स्ट्रीट लाइट, इंटरलॉकिंग ईंट, सीमेंट, बालू, मोरंग, गिट्टी, सरिया आदि सामग्री की आपूर्ति हेतु अल्पकालिक निविदा आमंत्रित की जाती है। इच्छुक आपूर्तिकर्ता द्वारा सूचना 12-4-2025 तक के अंदर सामग्री आपूर्ति हेतु अपने कोटेशन ग्राम पंचायत कार्यालय में जमा करें। दिनांक 13-4-2025 को 12 बजे तक खोली जायेगी। निविदा की धरोहर राशि 5000 होगी। bbox=[788, 1464, 1141, 1572]
notice-title: कार्यालय ग्राम पंचायत मोहनपुर bbox=[1244, 1919, 1440, 1940]
signatory: चमेली bbox=[87, 2320, 120, 2338]
